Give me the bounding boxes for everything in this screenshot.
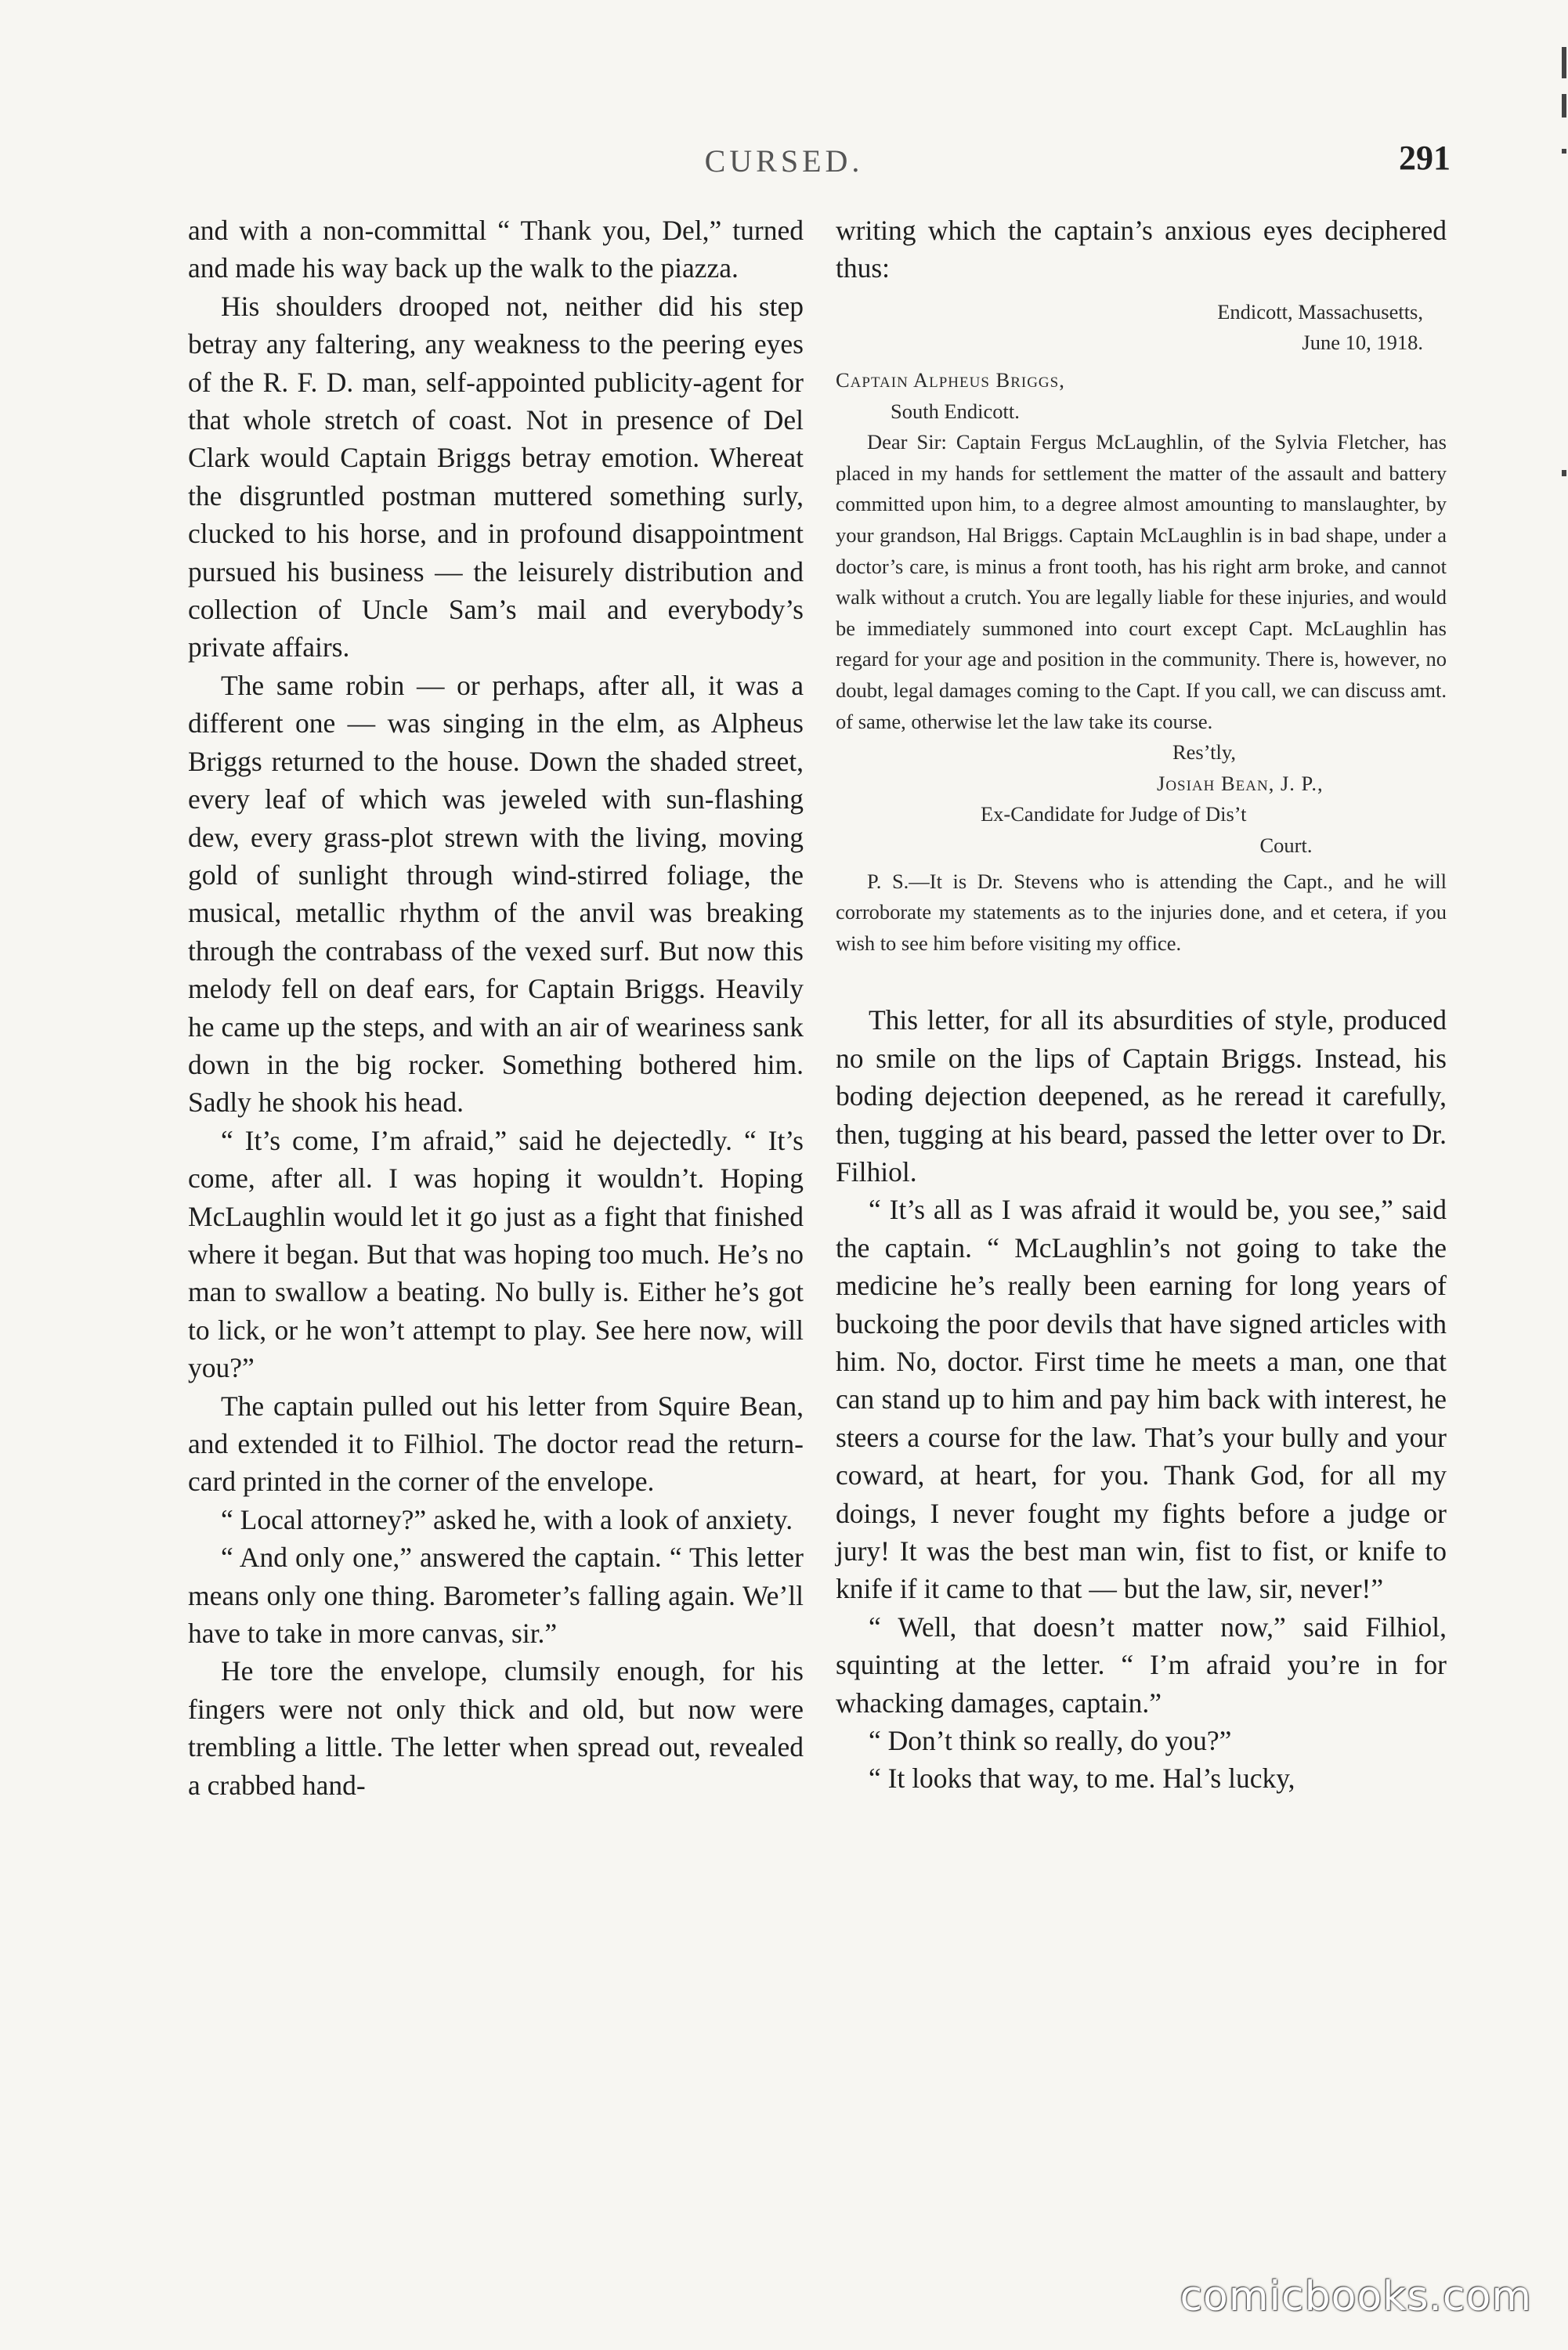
right-column xyxy=(836,212,1447,1798)
scan-edge-marks xyxy=(1562,47,1568,1849)
paragraph: The captain pulled out his letter from Squire Bean, and extended it to Filhiol. The doctor read the return-card printed in the corner of the envelope. xyxy=(188,1390,804,1498)
paragraph: “ And only one,” answered the captain. “ This letter means only one thing. Barometer’s falling again. We’ll have to take in more canvas, sir.” xyxy=(188,1542,804,1650)
letter-dateline xyxy=(836,297,1447,359)
letter-postscript: P. S.—It is Dr. Stevens who is attending the Capt., and he will corroborate my statements as to the injuries done, and et cetera, if you wish to see him before visiting my office. xyxy=(836,869,1447,955)
letter-signature-title-cont: Court. xyxy=(1259,833,1313,857)
paragraph: His shoulders drooped not, neither did his step betray any faltering, any weakness to the peering eyes of the R. F. D. man, self-appointed publicity-agent for that whole stretch of coast. Not in presence of Del Clark would Captain Briggs betray emotion. Whereat the disgruntled postman muttered something surly, clucked to his horse, and in profound disappointment pursued his business — the leisurely distribution and collection of Uncle Sam’s mail and everybody’s private affairs. xyxy=(188,290,804,663)
letter-addressee: Captain Alpheus Briggs, xyxy=(836,368,1065,392)
letter-body: Dear Sir: Captain Fergus McLaughlin, of the Sylvia Fletcher, has placed in my hands for settlement the matter of the assault and battery committed upon him, to a degree almost amounting to manslaughter, by your grandson, Hal Briggs. Captain McLaughlin is in bad shape, under a doctor’s care, is minus a front tooth, has his right arm broke, and cannot walk without a crutch. You are legally liable for these injuries, and would be immediately summoned into court except Capt. McLaughlin has regard for your age and position in the community. There is, however, no doubt, legal damages coming to the Capt. If you call, we can discuss amt. of same, otherwise let the law take its course. xyxy=(836,430,1447,733)
paragraph: The same robin — or perhaps, after all, it was a different one — was singing in the elm, as Alpheus Briggs returned to the house. Down the shaded street, every leaf of which was jeweled with sun-flashing dew, every grass-plot strewn with the living, moving gold of sunlight through wind-stirred foliage, the musical, metallic rhythm of the anvil was breaking through the contrabass of the vexed surf. But now this melody fell on deaf ears, for Captain Briggs. Heavily he came up the steps, and with an air of weariness sank down in the big rocker. Something bothered him. Sadly he shook his head. xyxy=(188,669,804,1119)
page-number: 291 xyxy=(1399,139,1451,177)
left-column xyxy=(188,212,804,1804)
watermark: comicbooks.com xyxy=(1180,2273,1532,2320)
paragraph: He tore the envelope, clumsily enough, for his fingers were not only thick and old, but now were trembling a little. The letter when spread out, revealed a crabbed hand- xyxy=(188,1655,804,1801)
paragraph: “ It’s all as I was afraid it would be, you see,” said the captain. “ McLaughlin’s not going to take the medicine he’s really been earning for long years of buckoing the poor devils that have signed articles with him. No, doctor. First time he meets a man, one that can stand up to him and pay him back with interest, he steers a course for the law. That’s your bully and your coward, at heart, for you. Thank God, for all my doings, I never fought my fights before a judge or jury! It was the best man win, fist to fist, or knife to knife if it came to that — but the law, sir, never!” xyxy=(836,1194,1447,1605)
paragraph: “ Local attorney?” asked he, with a look of anxiety. xyxy=(221,1503,793,1535)
page-header xyxy=(0,139,1568,190)
paragraph: “ Well, that doesn’t matter now,” said Filhiol, squinting at the letter. “ I’m afraid you’re in for whacking damages, captain.” xyxy=(836,1611,1447,1719)
quoted-letter xyxy=(836,297,1447,959)
paragraph: and with a non-committal “ Thank you, Del,” turned and made his way back up the walk to the piazza. xyxy=(188,215,804,284)
running-title: CURSED. xyxy=(704,143,864,179)
paragraph: This letter, for all its absurdities of style, produced no smile on the lips of Captain Briggs. Instead, his boding dejection deepened, as he reread it carefully, then, tugging at his beard, passed the letter over to Dr. Filhiol. xyxy=(836,1004,1447,1188)
letter-signature: Josiah Bean, J. P., xyxy=(1157,771,1324,795)
letter-addressee-place: South Endicott. xyxy=(891,399,1020,423)
paragraph: “ It looks that way, to me. Hal’s lucky, xyxy=(869,1762,1295,1795)
paragraph-lead-in: writing which the captain’s anxious eyes deciphered thus: xyxy=(836,215,1447,284)
dateline-date: June 10, 1918. xyxy=(1302,331,1423,355)
letter-signature-title: Ex-Candidate for Judge of Dis’t xyxy=(981,802,1247,826)
paragraph: “ Don’t think so really, do you?” xyxy=(869,1725,1232,1756)
paragraph: “ It’s come, I’m afraid,” said he dejectedly. “ It’s come, after all. I was hoping it wouldn’t. Hoping McLaughlin would let it go just as a fight that finished where it began. But that was hoping too much. He’s no man to swallow a beating. No bully is. Either he’s got to lick, or he won’t attempt to play. See here now, will you?” xyxy=(188,1124,804,1384)
dateline-place: Endicott, Massachusetts, xyxy=(1217,299,1423,324)
letter-signoff: Res’tly, xyxy=(1172,740,1236,765)
